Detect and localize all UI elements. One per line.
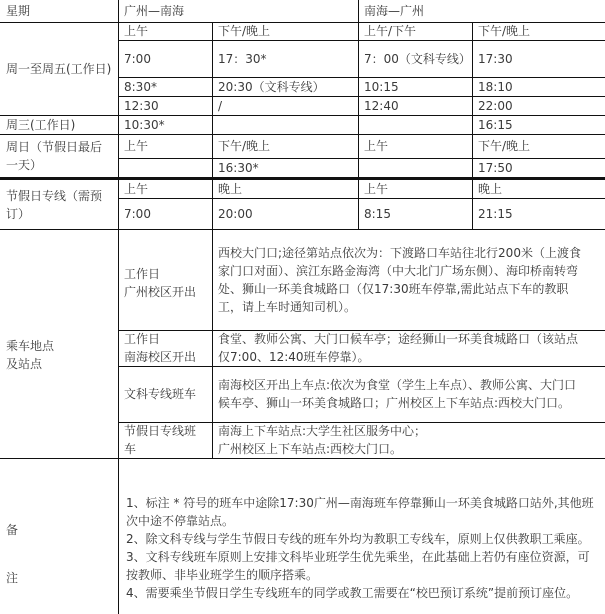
- weekday-time: 8:30*: [124, 79, 157, 94]
- sunday-sub: 上午: [124, 139, 149, 153]
- station-desc: 食堂、教师公寓、大门口候车亭；途经狮山一环美食城路口（该站点仅7:00、12:40班车停靠）。: [218, 332, 579, 364]
- weekday-time: /: [218, 98, 223, 113]
- weekday-label: 周一至周五(工作日): [6, 61, 112, 76]
- holiday-sub: 上午: [124, 182, 149, 196]
- sunday-time: [118, 158, 212, 177]
- sunday-time: 17:50: [478, 160, 513, 175]
- note-item: 4、需要乘坐节假日学生专线班车的同学或教工需要在“校巴预订系统”提前预订座位。: [126, 586, 579, 600]
- header-weekday: 星期: [6, 4, 31, 18]
- weekday-sub-1: 下午/晚上: [218, 24, 271, 38]
- holiday-time: 8:15: [364, 206, 391, 221]
- holiday-time: 7:00: [124, 206, 151, 221]
- note-item: 3、文科专线班车原则上安排文科毕业班学生优先乘坐，在此基础上若仍有座位资源，可按教师、非毕业班学生的顺序搭乘。: [126, 550, 590, 582]
- weekday-sub-3: 下午/晚上: [478, 24, 531, 38]
- station-desc: 南海校区开出上车点:依次为食堂（学生上车点）、教师公寓、大门口候车亭、狮山一环美食城路口；广州校区上下车站点:西校大门口。: [218, 378, 577, 410]
- sunday-sub: 上午: [364, 139, 389, 153]
- holiday-time: 20:00: [218, 206, 253, 221]
- holiday-label: 节假日专线（需预订）: [6, 188, 103, 221]
- station-name: 文科专线班车: [124, 387, 197, 401]
- header-route-gz-nh: 广州—南海: [124, 4, 185, 18]
- note-item: 1、标注 * 符号的班车中途除17:30广州—南海班车停靠狮山一环美食城路口站外,其他班次中途不停靠站点。: [126, 496, 594, 528]
- sunday-label: 周日（节假日最后一天）: [6, 139, 103, 172]
- wednesday-time: [212, 115, 358, 134]
- weekday-time: 12:40: [364, 98, 399, 113]
- sunday-time: [358, 158, 472, 177]
- station-name: 工作日 南海校区开出: [124, 332, 197, 364]
- wednesday-label: 周三(工作日): [6, 117, 76, 132]
- station-name: 节假日专线班 车: [124, 424, 197, 456]
- sunday-sub: 下午/晚上: [218, 139, 271, 153]
- weekday-time: 20:30（文科专线）: [218, 79, 325, 94]
- weekday-time: 12:30: [124, 98, 159, 113]
- holiday-sub: 晚上: [478, 182, 503, 196]
- holiday-sub: 晚上: [218, 182, 243, 196]
- header-route-nh-gz: 南海—广州: [364, 4, 425, 18]
- notes-list: [118, 494, 605, 604]
- weekday-time: 17:30: [478, 51, 513, 66]
- sunday-time: 16:30*: [218, 160, 259, 175]
- wednesday-time: 10:30*: [124, 117, 165, 132]
- station-desc: 南海上下车站点:大学生社区服务中心； 广州校区上下车站点:西校大门口。: [218, 424, 427, 456]
- stations-label: 乘车地点 及站点: [6, 339, 55, 371]
- note-item: 2、除文科专线与学生节假日专线的班车外均为教职工专线车，原则上仅供教职工乘座。: [126, 532, 590, 546]
- weekday-time: 17：30*: [218, 51, 267, 66]
- weekday-time: 7:00: [124, 51, 151, 66]
- weekday-time: 10:15: [364, 79, 399, 94]
- holiday-sub: 上午: [364, 182, 389, 196]
- wednesday-time: [358, 115, 472, 134]
- weekday-time: 18:10: [478, 79, 513, 94]
- station-name: 工作日 广州校区开出: [124, 267, 197, 299]
- weekday-sub-0: 上午: [124, 24, 149, 38]
- notes-label-top: 备: [6, 523, 19, 537]
- notes-label-bottom: 注: [6, 571, 19, 585]
- weekday-time: 22:00: [478, 98, 513, 113]
- wednesday-time: 16:15: [478, 117, 513, 132]
- weekday-time: 7：00（文科专线）: [364, 51, 471, 66]
- sunday-sub: 下午/晚上: [478, 139, 531, 153]
- holiday-time: 21:15: [478, 206, 513, 221]
- weekday-sub-2: 上午/下午: [364, 24, 417, 38]
- station-desc: 西校大门口;途径第站点依次为：下渡路口车站往北行200米（上渡食家门口对面）、滨江东路金海湾（中大北门广场东侧）、海印桥南转弯处、狮山一环美食城路口（仅17:30班车停靠,需此站点下车的教职工，请上车时通知司机）。: [218, 245, 581, 314]
